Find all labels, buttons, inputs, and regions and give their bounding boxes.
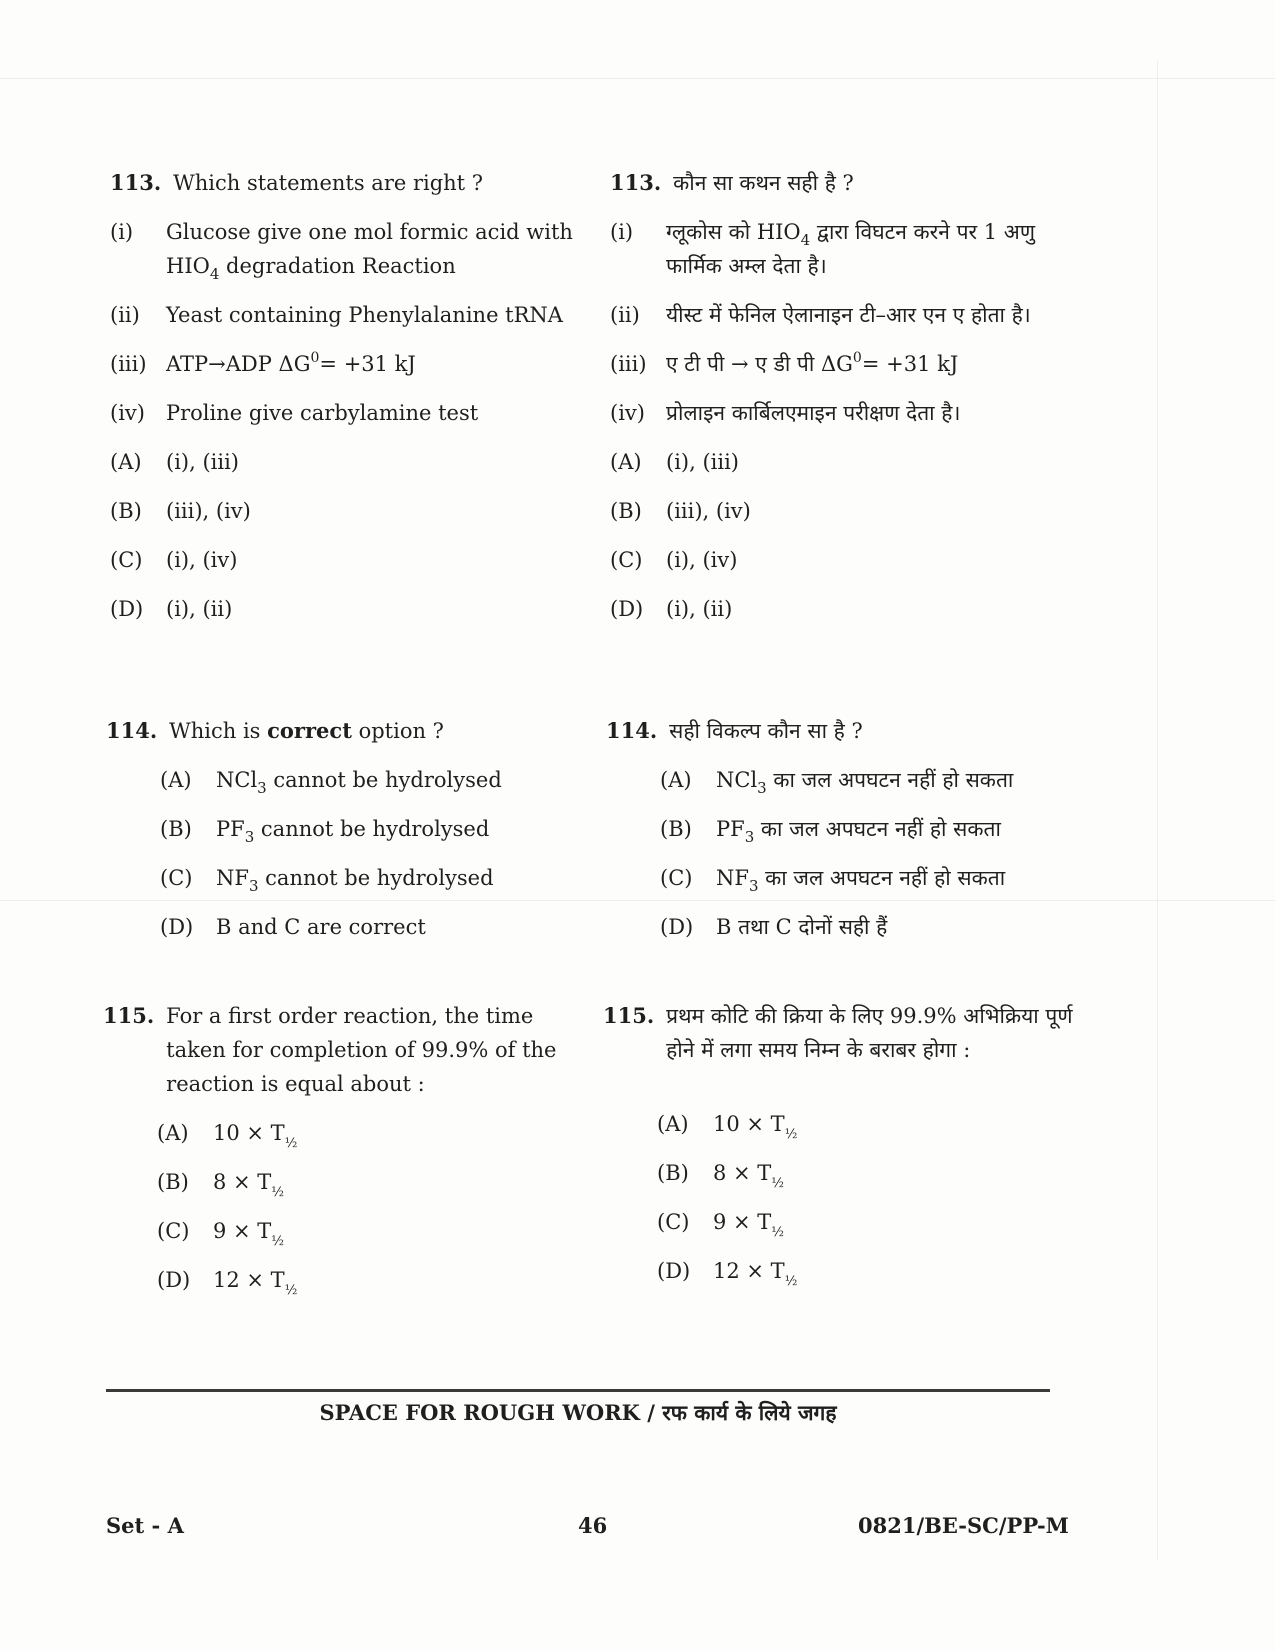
question-number: 114.: [106, 718, 158, 743]
statement-text: प्रोलाइन कार्बिलएमाइन परीक्षण देता है।: [666, 401, 961, 425]
question-number: 113.: [110, 170, 162, 195]
option-d: (D) (i), (ii): [610, 597, 733, 621]
option-d: (D) (i), (ii): [110, 597, 233, 621]
statement-text: ए टी पी → ए डी पी $\Delta G^0= +31$ kJ: [666, 350, 959, 376]
option-d: (D) $12 \times T_{\frac{1}{2}}$: [157, 1268, 298, 1298]
question-number: 115.: [103, 1003, 155, 1028]
statement-label: (ii): [610, 303, 640, 327]
option-b: (B) $8 \times T_{\frac{1}{2}}$: [157, 1170, 284, 1200]
statement-text: ATP→ADP $\Delta G^0= +31$ kJ: [166, 350, 416, 376]
statement: [610, 396, 1080, 430]
statement-text: Proline give carbylamine test: [166, 401, 479, 425]
option-b: (B) $PF_3$ का जल अपघटन नहीं हो सकता: [660, 817, 1001, 846]
option-c: (C) (i), (iv): [110, 548, 238, 572]
statement: [110, 347, 585, 381]
option-a: (A) NCl$_3$ का जल अपघटन नहीं हो सकता: [660, 768, 1014, 797]
question-113-en: [110, 166, 585, 626]
footer-page-number: 46: [578, 1513, 608, 1538]
statement: [110, 215, 585, 283]
statement-label: (i): [110, 220, 134, 244]
option-a: (A) (i), (iii): [610, 450, 739, 474]
question-114-hi: [606, 714, 1081, 944]
statement-label: (iv): [610, 401, 645, 425]
scan-line: [0, 78, 1275, 79]
statement: [610, 347, 1080, 381]
option-b: (B) (iii), (iv): [610, 499, 751, 523]
statement-label: (ii): [110, 303, 140, 327]
footer-set: Set - A: [106, 1513, 184, 1538]
option-c: (C) $NF_3$ का जल अपघटन नहीं हो सकता: [660, 866, 1006, 895]
option-c: (C) $9 \times T_{\frac{1}{2}}$: [657, 1210, 784, 1240]
statement: [610, 215, 1080, 283]
question-text: प्रथम कोटि की क्रिया के लिए 99.9% अभिक्रिया पूर्ण होने में लगा समय निम्न के बराबर होगा :: [666, 1004, 1073, 1062]
question-text: सही विकल्प कौन सा है ?: [669, 719, 863, 743]
option-c: (C) $9 \times T_{\frac{1}{2}}$: [157, 1219, 284, 1249]
statement-text: Yeast containing Phenylalanine tRNA: [166, 303, 563, 327]
option-b: (B) $8 \times T_{\frac{1}{2}}$: [657, 1161, 784, 1191]
option-d: (D) B and C are correct: [160, 915, 426, 939]
statement-label: (iv): [110, 401, 145, 425]
question-115-en: [103, 999, 573, 1297]
scan-edge: [1157, 60, 1158, 1560]
option-b: (B) $PF_3$ cannot be hydrolysed: [160, 817, 490, 846]
statement-text: ग्लूकोस को $HIO_4$ द्वारा विघटन करने पर 1 अणु फार्मिक अम्ल देता है।: [666, 220, 1036, 278]
statement-text: Glucose give one mol formic acid with $HIO_4$ degradation Reaction: [166, 220, 573, 283]
question-text: For a first order reaction, the time taken for completion of 99.9% of the reaction is equal about :: [166, 1004, 557, 1096]
statement: [110, 298, 585, 332]
statement-label: (iii): [110, 352, 147, 376]
rough-work-label: SPACE FOR ROUGH WORK / रफ कार्य के लिये जगह: [319, 1400, 837, 1425]
option-a: (A) (i), (iii): [110, 450, 239, 474]
statement-text: यीस्ट में फेनिल ऐलानाइन टी–आर एन ए होता है।: [666, 303, 1031, 327]
option-d: (D) B तथा C दोनों सही हैं: [660, 915, 888, 939]
question-113-hi: [610, 166, 1080, 626]
statement: [610, 298, 1080, 332]
statement-label: (iii): [610, 352, 647, 376]
question-number: 115.: [603, 1003, 655, 1028]
question-114-en: [106, 714, 581, 944]
statement-label: (i): [610, 220, 634, 244]
option-c: (C) $NF_3$ cannot be hydrolysed: [160, 866, 494, 895]
question-text: कौन सा कथन सही है ?: [673, 171, 854, 195]
statement: [110, 396, 585, 430]
option-a: (A) $10 \times T_{\frac{1}{2}}$: [657, 1112, 798, 1142]
question-text: Which is correct option ?: [169, 718, 444, 743]
question-number: 113.: [610, 170, 662, 195]
option-b: (B) (iii), (iv): [110, 499, 251, 523]
option-c: (C) (i), (iv): [610, 548, 738, 572]
question-text: Which statements are right ?: [173, 171, 484, 195]
option-d: (D) $12 \times T_{\frac{1}{2}}$: [657, 1259, 798, 1289]
rough-work-divider: [106, 1389, 1050, 1392]
footer-paper-code: 0821/BE-SC/PP-M: [858, 1513, 1069, 1538]
option-a: (A) NCl$_3$ cannot be hydrolysed: [160, 768, 502, 797]
option-a: (A) $10 \times T_{\frac{1}{2}}$: [157, 1121, 298, 1151]
question-115-hi: [603, 999, 1073, 1288]
question-number: 114.: [606, 718, 658, 743]
